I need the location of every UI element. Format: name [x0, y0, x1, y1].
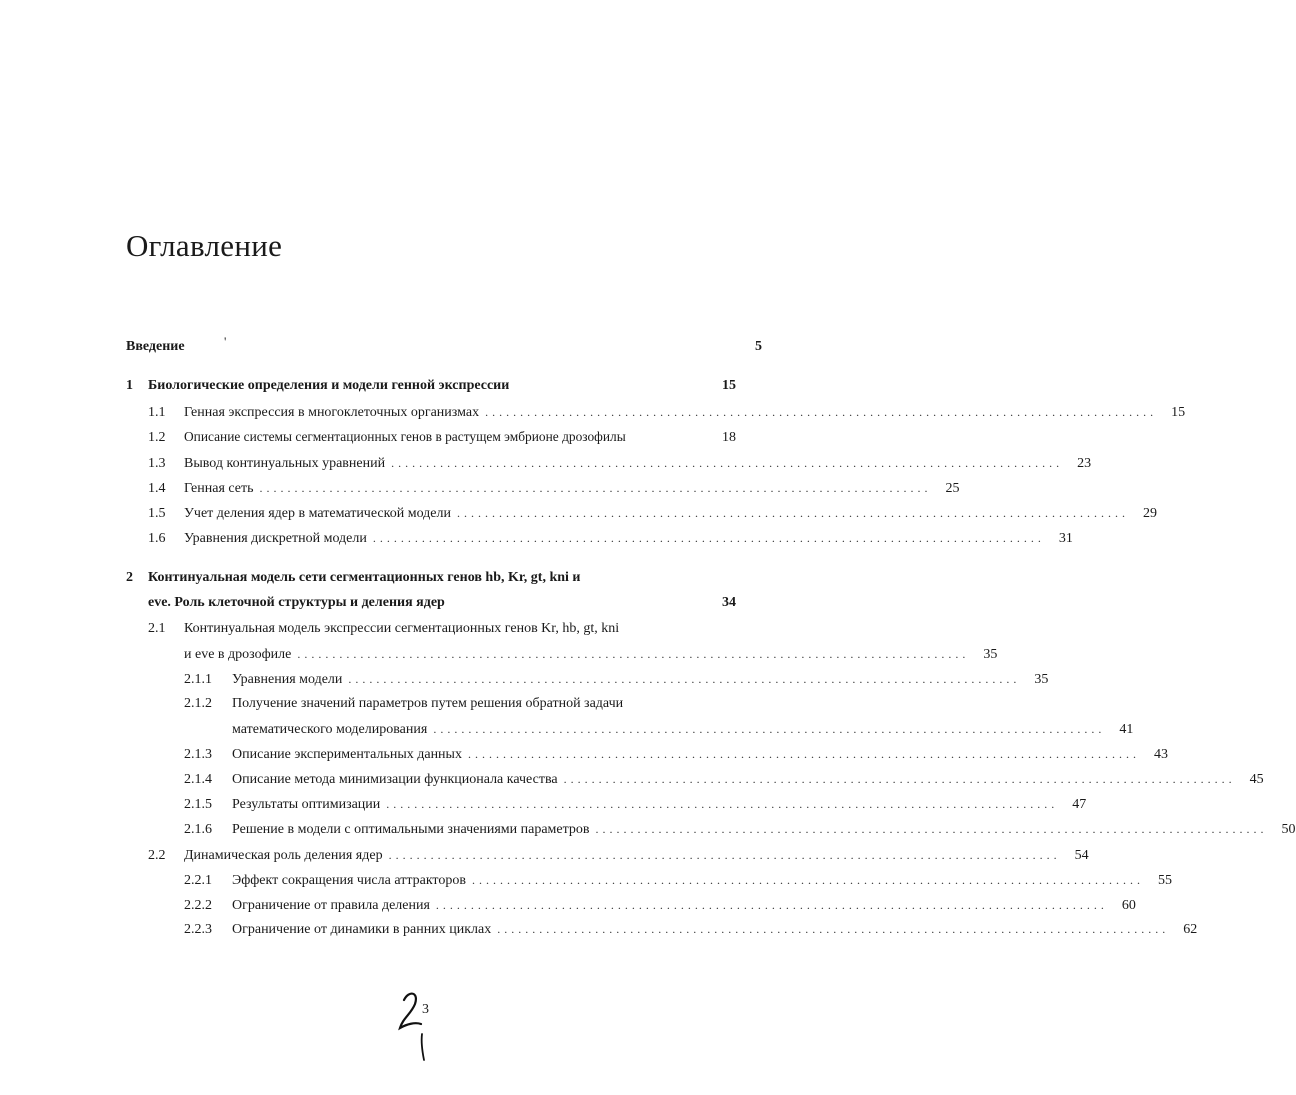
toc-section-title: Генная экспрессия в многоклеточных организмах — [184, 405, 480, 420]
toc-chapter-page: 34 — [722, 595, 736, 610]
toc-subsection-2-1-2-cont[interactable] — [232, 720, 1134, 738]
page-number: 3 — [422, 1002, 429, 1017]
toc-subsection-2-1-6[interactable] — [184, 820, 1296, 838]
toc-section-page: 25 — [945, 481, 960, 496]
toc-subsection-title-line2: математического моделирования — [232, 722, 428, 737]
toc-entry-title: Введение — [126, 339, 185, 354]
toc-subsection-number: 2.2.1 — [184, 873, 212, 888]
toc-section-page: 35 — [983, 647, 998, 662]
toc-subsection-page: 35 — [1034, 672, 1049, 687]
toc-subsection-page: 45 — [1249, 772, 1264, 787]
toc-section-1-2[interactable] — [148, 428, 736, 446]
toc-chapter-page: 15 — [722, 378, 736, 393]
toc-subsection-page: 55 — [1157, 873, 1172, 888]
toc-subsection-number: 2.1.3 — [184, 747, 212, 762]
toc-subsection-2-1-4[interactable] — [184, 770, 1264, 788]
leader-dots: ................................................................................................ — [372, 531, 1045, 545]
toc-section-title-line2: и eve в дрозофиле — [184, 647, 292, 662]
toc-section-number: 1.5 — [148, 506, 166, 521]
toc-entry-page: 5 — [755, 339, 762, 354]
toc-subsection-title: Описание метода минимизации функционала качества — [232, 772, 558, 787]
toc-subsection-page: 43 — [1153, 747, 1168, 762]
leader-dots: ................................................................................................ — [348, 672, 1021, 686]
toc-subsection-2-1-3[interactable] — [184, 745, 1168, 763]
handwritten-mark — [395, 988, 435, 1068]
toc-subsection-title: Ограничение от правила деления — [232, 898, 430, 913]
page-title: Оглавление — [126, 228, 283, 263]
toc-section-title-line1: Континуальная модель экспрессии сегментационных генов Kr, hb, gt, kni — [184, 621, 620, 636]
toc-section-2-1-cont[interactable] — [184, 645, 998, 663]
stray-mark: ' — [224, 334, 227, 349]
leader-dots: ................................................................................................ — [563, 772, 1236, 786]
toc-section-1-4[interactable] — [148, 479, 960, 497]
toc-subsection-title: Ограничение от динамики в ранних циклах — [232, 922, 492, 937]
toc-section-title: Учет деления ядер в математической модели — [184, 506, 451, 521]
toc-subsection-2-1-1[interactable] — [184, 670, 1049, 688]
toc-chapter-2-cont[interactable] — [148, 594, 736, 612]
toc-section-page: 54 — [1074, 848, 1089, 863]
toc-section-2-1[interactable] — [148, 620, 736, 638]
toc-subsection-title: Решение в модели с оптимальными значениями параметров — [232, 822, 590, 837]
toc-entry-intro[interactable] — [126, 338, 762, 356]
toc-subsection-number: 2.1.1 — [184, 672, 212, 687]
toc-subsection-2-2-3[interactable] — [184, 920, 1198, 938]
toc-subsection-page: 41 — [1119, 722, 1134, 737]
toc-section-page: 31 — [1058, 531, 1073, 546]
toc-section-number: 1.3 — [148, 456, 166, 471]
toc-subsection-title: Описание экспериментальных данных — [232, 747, 462, 762]
leader-dots: ................................................................................................ — [433, 722, 1106, 736]
toc-subsection-number: 2.1.4 — [184, 772, 212, 787]
toc-section-page: 15 — [1171, 405, 1186, 420]
toc-subsection-page: 60 — [1121, 898, 1136, 913]
toc-section-title: Описание системы сегментационных генов в растущем эмбрионе дрозофилы — [184, 429, 626, 444]
leader-dots: ................................................................................................ — [595, 822, 1268, 836]
leader-dots: ................................................................................................ — [456, 506, 1129, 520]
toc-section-number: 2.2 — [148, 848, 166, 863]
leader-dots: ................................................................................................ — [435, 898, 1108, 912]
toc-section-1-1[interactable] — [148, 403, 1186, 421]
toc-section-title: Вывод континуальных уравнений — [184, 456, 386, 471]
toc-section-page: 29 — [1142, 506, 1157, 521]
toc-subsection-page: 62 — [1183, 922, 1198, 937]
toc-chapter-1[interactable] — [126, 377, 736, 395]
toc-chapter-title-line2: eve. Роль клеточной структуры и деления ядер — [148, 595, 445, 610]
toc-section-title: Динамическая роль деления ядер — [184, 848, 383, 863]
toc-chapter-title-line1: Континуальная модель сети сегментационных генов hb, Kr, gt, kni и — [148, 570, 581, 585]
toc-section-title: Генная сеть — [184, 481, 254, 496]
leader-dots: ................................................................................................ — [297, 647, 970, 661]
toc-subsection-number: 2.2.3 — [184, 922, 212, 937]
toc-subsection-title-line1: Получение значений параметров путем решения обратной задачи — [232, 696, 624, 711]
leader-dots: ................................................................................................ — [485, 405, 1158, 419]
leader-dots: ................................................................................................ — [391, 456, 1064, 470]
toc-section-number: 1.4 — [148, 481, 166, 496]
toc-subsection-number: 2.2.2 — [184, 898, 212, 913]
toc-subsection-2-1-2[interactable] — [184, 695, 736, 713]
toc-chapter-title: Биологические определения и модели генной экспрессии — [148, 378, 510, 393]
toc-chapter-number: 2 — [126, 570, 133, 585]
leader-dots: ................................................................................................ — [471, 873, 1144, 887]
toc-subsection-title: Результаты оптимизации — [232, 797, 381, 812]
leader-dots: ................................................................................................ — [497, 922, 1170, 936]
toc-subsection-2-2-1[interactable] — [184, 871, 1172, 889]
toc-subsection-number: 2.1.6 — [184, 822, 212, 837]
toc-subsection-number: 2.1.5 — [184, 797, 212, 812]
leader-dots: ................................................................................................ — [388, 848, 1061, 862]
toc-section-number: 2.1 — [148, 621, 166, 636]
toc-section-number: 1.1 — [148, 405, 166, 420]
toc-section-page: 18 — [722, 430, 736, 445]
leader-dots: ................................................................................................ — [467, 747, 1140, 761]
toc-chapter-2[interactable] — [126, 569, 736, 587]
toc-subsection-2-2-2[interactable] — [184, 896, 1136, 914]
toc-section-1-6[interactable] — [148, 529, 1073, 547]
toc-subsection-title: Эффект сокращения числа аттракторов — [232, 873, 466, 888]
leader-dots: ................................................................................................ — [386, 797, 1059, 811]
leader-dots: ................................................................................................ — [259, 481, 932, 495]
toc-subsection-page: 50 — [1281, 822, 1296, 837]
toc-section-1-3[interactable] — [148, 454, 1092, 472]
toc-section-2-2[interactable] — [148, 846, 1089, 864]
toc-subsection-number: 2.1.2 — [184, 696, 212, 711]
toc-section-number: 1.2 — [148, 430, 166, 445]
toc-section-title: Уравнения дискретной модели — [184, 531, 367, 546]
toc-section-page: 23 — [1077, 456, 1092, 471]
toc-subsection-title: Уравнения модели — [232, 672, 343, 687]
toc-chapter-number: 1 — [126, 378, 133, 393]
toc-section-1-5[interactable] — [148, 504, 1157, 522]
toc-section-number: 1.6 — [148, 531, 166, 546]
toc-subsection-2-1-5[interactable] — [184, 795, 1087, 813]
toc-subsection-page: 47 — [1072, 797, 1087, 812]
